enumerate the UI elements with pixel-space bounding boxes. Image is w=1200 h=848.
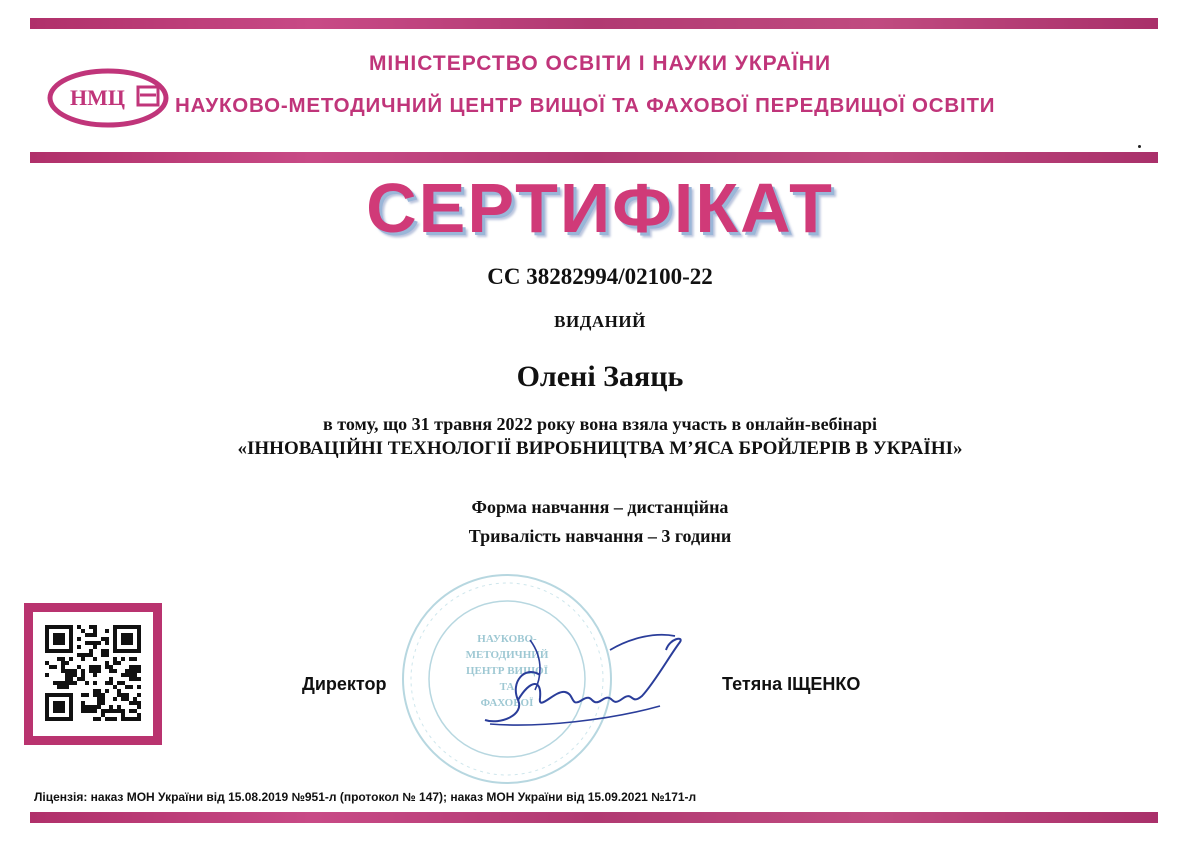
speck bbox=[1138, 145, 1141, 148]
participation-statement: в тому, що 31 травня 2022 року вона взяла участь в онлайн-вебінарі bbox=[323, 414, 877, 434]
bottom-decorative-bar bbox=[30, 812, 1158, 823]
ministry-heading: МІНІСТЕРСТВО ОСВІТИ І НАУКИ УКРАЇНИ bbox=[368, 52, 832, 75]
center-name-heading: НАУКОВО-МЕТОДИЧНИЙ ЦЕНТР ВИЩОЇ ТА ФАХОВОЇ ПЕРЕДВИЩОЇ ОСВІТИ bbox=[175, 94, 996, 117]
certificate-title: СЕРТИФІКАТ bbox=[366, 169, 834, 247]
study-duration: Тривалість навчання – 3 години bbox=[468, 526, 732, 546]
top-decorative-bar bbox=[30, 18, 1158, 29]
recipient-name: Олені Заяць bbox=[516, 360, 684, 393]
qr-code-pattern bbox=[45, 625, 141, 721]
qr-code-frame bbox=[24, 603, 162, 745]
certificate-number: СС 38282994/02100-22 bbox=[487, 264, 713, 289]
svg-text:НМЦ: НМЦ bbox=[70, 85, 125, 110]
qr-code[interactable] bbox=[33, 612, 153, 736]
stamp-text-line: ТА bbox=[499, 681, 515, 693]
middle-decorative-bar bbox=[30, 152, 1158, 163]
form-of-study: Форма навчання – дистанційна bbox=[471, 497, 729, 517]
stamp-text-line: НАУКОВО- bbox=[477, 633, 537, 645]
nmc-logo bbox=[44, 66, 174, 136]
license-footer: Ліцензія: наказ МОН України від 15.08.2019 №951-л (протокол № 147); наказ МОН України від 15.09.2021 №171-л bbox=[34, 790, 697, 804]
director-signature bbox=[470, 620, 700, 740]
signatory-role: Директор bbox=[302, 674, 387, 694]
stamp-text-line: МЕТОДИЧНИЙ bbox=[465, 649, 549, 661]
stamp-text-line: ЦЕНТР ВИЩОЇ bbox=[465, 665, 549, 677]
signatory-name: Тетяна ІЩЕНКО bbox=[722, 674, 861, 694]
issued-label: ВИДАНИЙ bbox=[554, 312, 646, 331]
webinar-title: «ІННОВАЦІЙНІ ТЕХНОЛОГІЇ ВИРОБНИЦТВА М’ЯСА БРОЙЛЕРІВ В УКРАЇНІ» bbox=[237, 438, 963, 459]
stamp-text-line: ФАХОВОЇ bbox=[480, 697, 534, 709]
